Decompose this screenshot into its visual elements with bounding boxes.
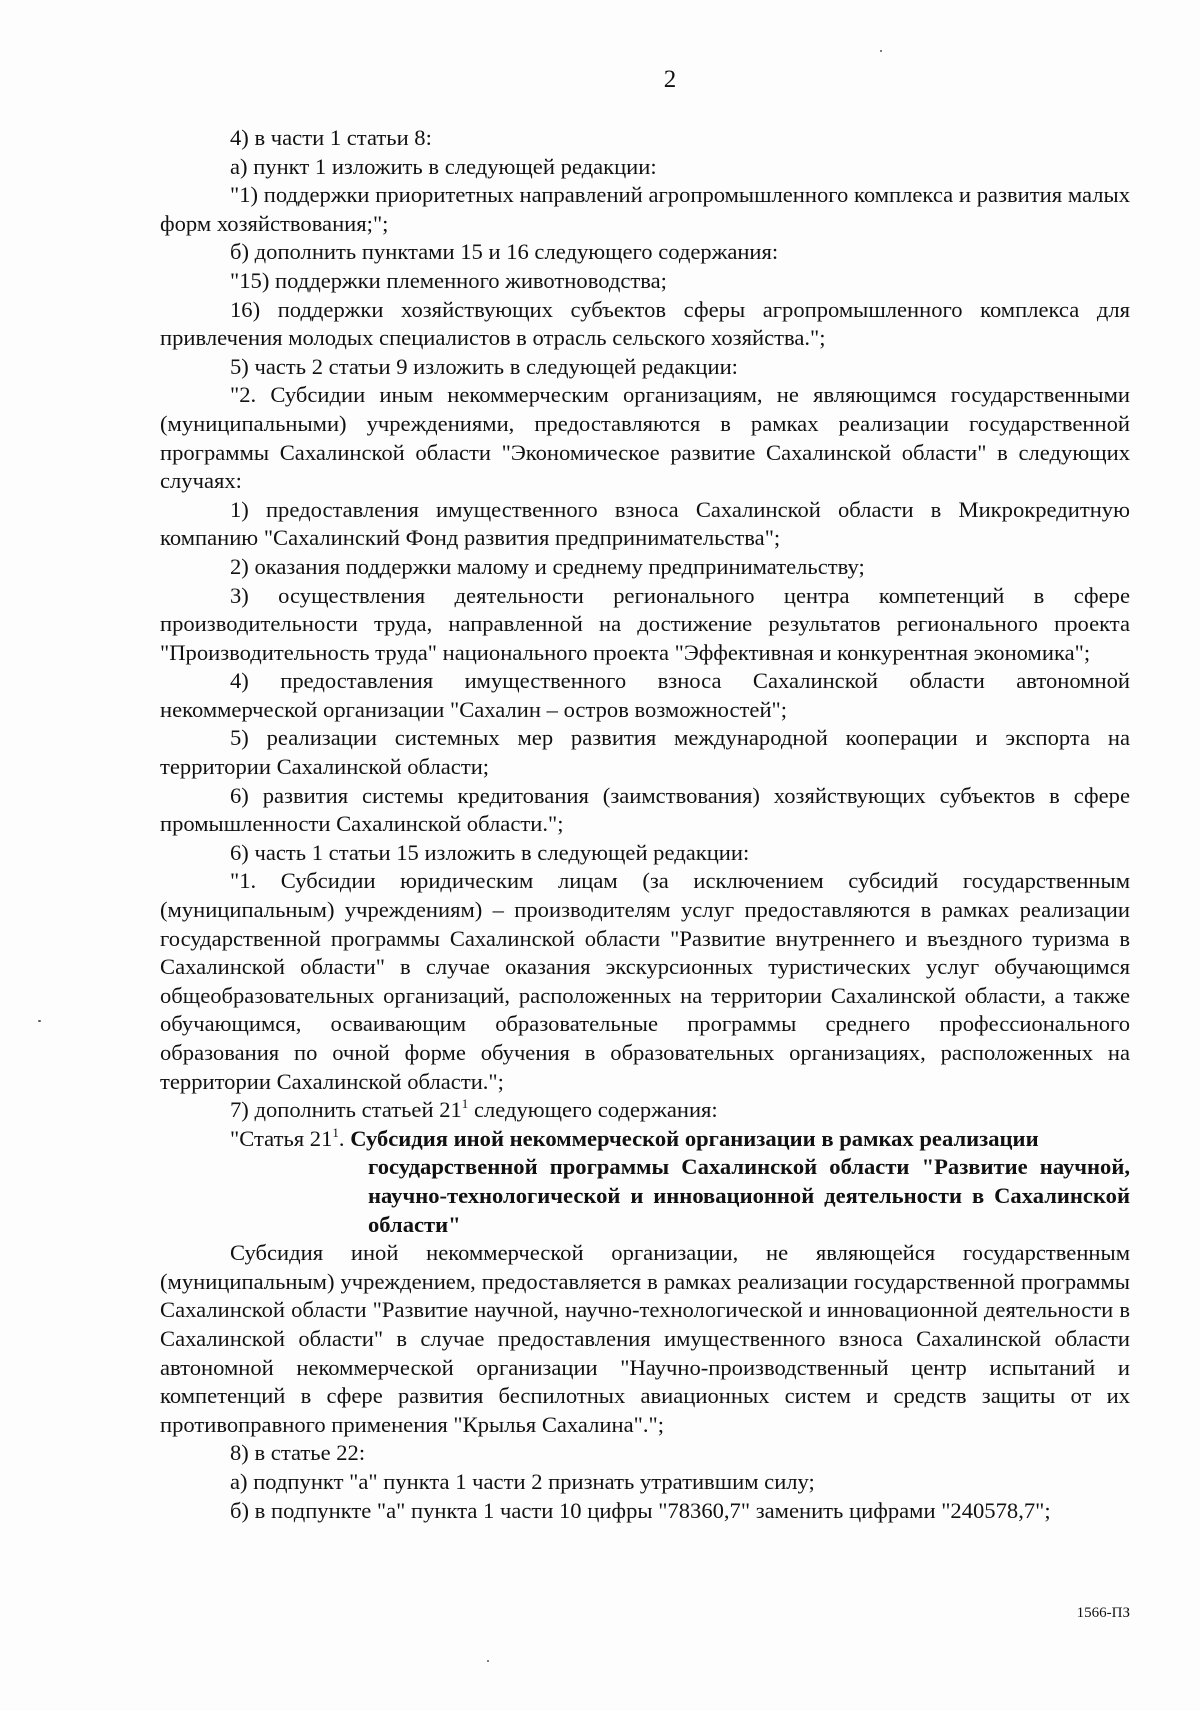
scan-speck [487, 1660, 489, 1662]
article-title [160, 1125, 1130, 1154]
paragraph: "1) поддержки приоритетных направлений агропромышленного комплекса и развития малых форм хозяйствования;"; [160, 182, 1130, 236]
paragraph: 5) часть 2 статьи 9 изложить в следующей редакции: [230, 353, 738, 379]
paragraph: а) пункт 1 изложить в следующей редакции: [230, 153, 657, 179]
paragraph: 8) в статье 22: [230, 1440, 366, 1466]
paragraph: Субсидия иной некоммерческой организации, не являющейся государственным (муниципальным) учреждением, предоставляется в рамках реализации государственной программы Сахалинской области "Развитие научной, научно-технологической и инновационной деятельности в Сахалинской области" в случае предоставления имущественного взноса Сахалинской области автономной некоммерческой организации "Научно-производственный центр испытаний и компетенций в сфере развития беспилотных авиационных систем и средств защиты от их противоправного применения "Крылья Сахалина"."; [160, 1240, 1130, 1437]
scan-speck [38, 1020, 41, 1022]
paragraph: 1) предоставления имущественного взноса Сахалинской области в Микрокредитную компанию "Сахалинский Фонд развития предпринимательства"; [160, 496, 1130, 551]
paragraph: 4) предоставления имущественного взноса Сахалинской области автономной некоммерческой организации "Сахалин – остров возможностей"; [160, 668, 1130, 722]
paragraph: 16) поддержки хозяйствующих субъектов сферы агропромышленного комплекса для привлечения молодых специалистов в отрасль сельского хозяйства."; [160, 296, 1130, 351]
document-body [160, 124, 1130, 1525]
paragraph: 3) осуществления деятельности регионального центра компетенций в сфере производительности труда, направленной на достижение результатов регионального проекта "Производительность труда" национального проекта "Эффективная и конкурентная экономика"; [160, 582, 1130, 665]
article-title-rest: государственной программы Сахалинской области "Развитие научной, научно-технологической и инновационной деятельности в Сахалинской области" [368, 1154, 1130, 1237]
item7-after: следующего содержания: [468, 1097, 718, 1123]
paragraph: б) дополнить пунктами 15 и 16 следующего содержания: [230, 239, 779, 265]
paragraph: 5) реализации системных мер развития международной кооперации и экспорта на территории Сахалинской области; [160, 725, 1130, 780]
article-title-first-line: Субсидия иной некоммерческой организации в рамках реализации [350, 1125, 1039, 1151]
scan-speck [880, 50, 882, 52]
paragraph: "15) поддержки племенного животноводства; [230, 267, 667, 293]
item7-before: 7) дополнить статьей 21 [230, 1097, 462, 1123]
paragraph: 2) оказания поддержки малому и среднему предпринимательству; [230, 553, 865, 579]
paragraph: "1. Субсидии юридическим лицам (за исключением субсидий государственным (муниципальным) учреждениям) – производителям услуг предоставляются в рамках реализации государственной программы Сахалинской области "Развитие внутреннего и въездного туризма в Сахалинской области" в случае оказания экскурсионных туристических услуг обучающимся общеобразовательных организаций, расположенных на территории Сахалинской области, а также обучающимся, осваивающим образовательные программы среднего профессионального образования по очной форме обучения в образовательных организациях, расположенных на территории Сахалинской области."; [160, 868, 1130, 1094]
article-title-lead: "Статья $21^1$. Субсидия иной некоммерческой организации в рамках реализации [230, 1124, 1039, 1151]
superscript: 1 [332, 1124, 339, 1140]
superscript: 1 [461, 1096, 469, 1112]
paragraph-item-7 [160, 1096, 1130, 1125]
paragraph: "2. Субсидии иным некоммерческим организациям, не являющимся государственными (муниципальными) учреждениями, предоставляются в рамках реализации государственной программы Сахалинской области "Экономическое развитие Сахалинской области" в следующих случаях: [160, 382, 1130, 494]
paragraph: а) подпункт "а" пункта 1 части 2 признать утратившим силу; [230, 1468, 815, 1494]
document-code: 1566-ПЗ [1076, 1605, 1130, 1621]
paragraph: 6) развития системы кредитования (заимствования) хозяйствующих субъектов в сфере промышленности Сахалинской области."; [160, 782, 1130, 837]
paragraph: 6) часть 1 статьи 15 изложить в следующей редакции: [230, 839, 750, 865]
page-number: 2 [663, 66, 677, 93]
paragraph: 4) в части 1 статьи 8: [230, 125, 432, 150]
paragraph: б) в подпункте "а" пункта 1 части 10 цифры "78360,7" заменить цифрами "240578,7"; [230, 1497, 1051, 1523]
